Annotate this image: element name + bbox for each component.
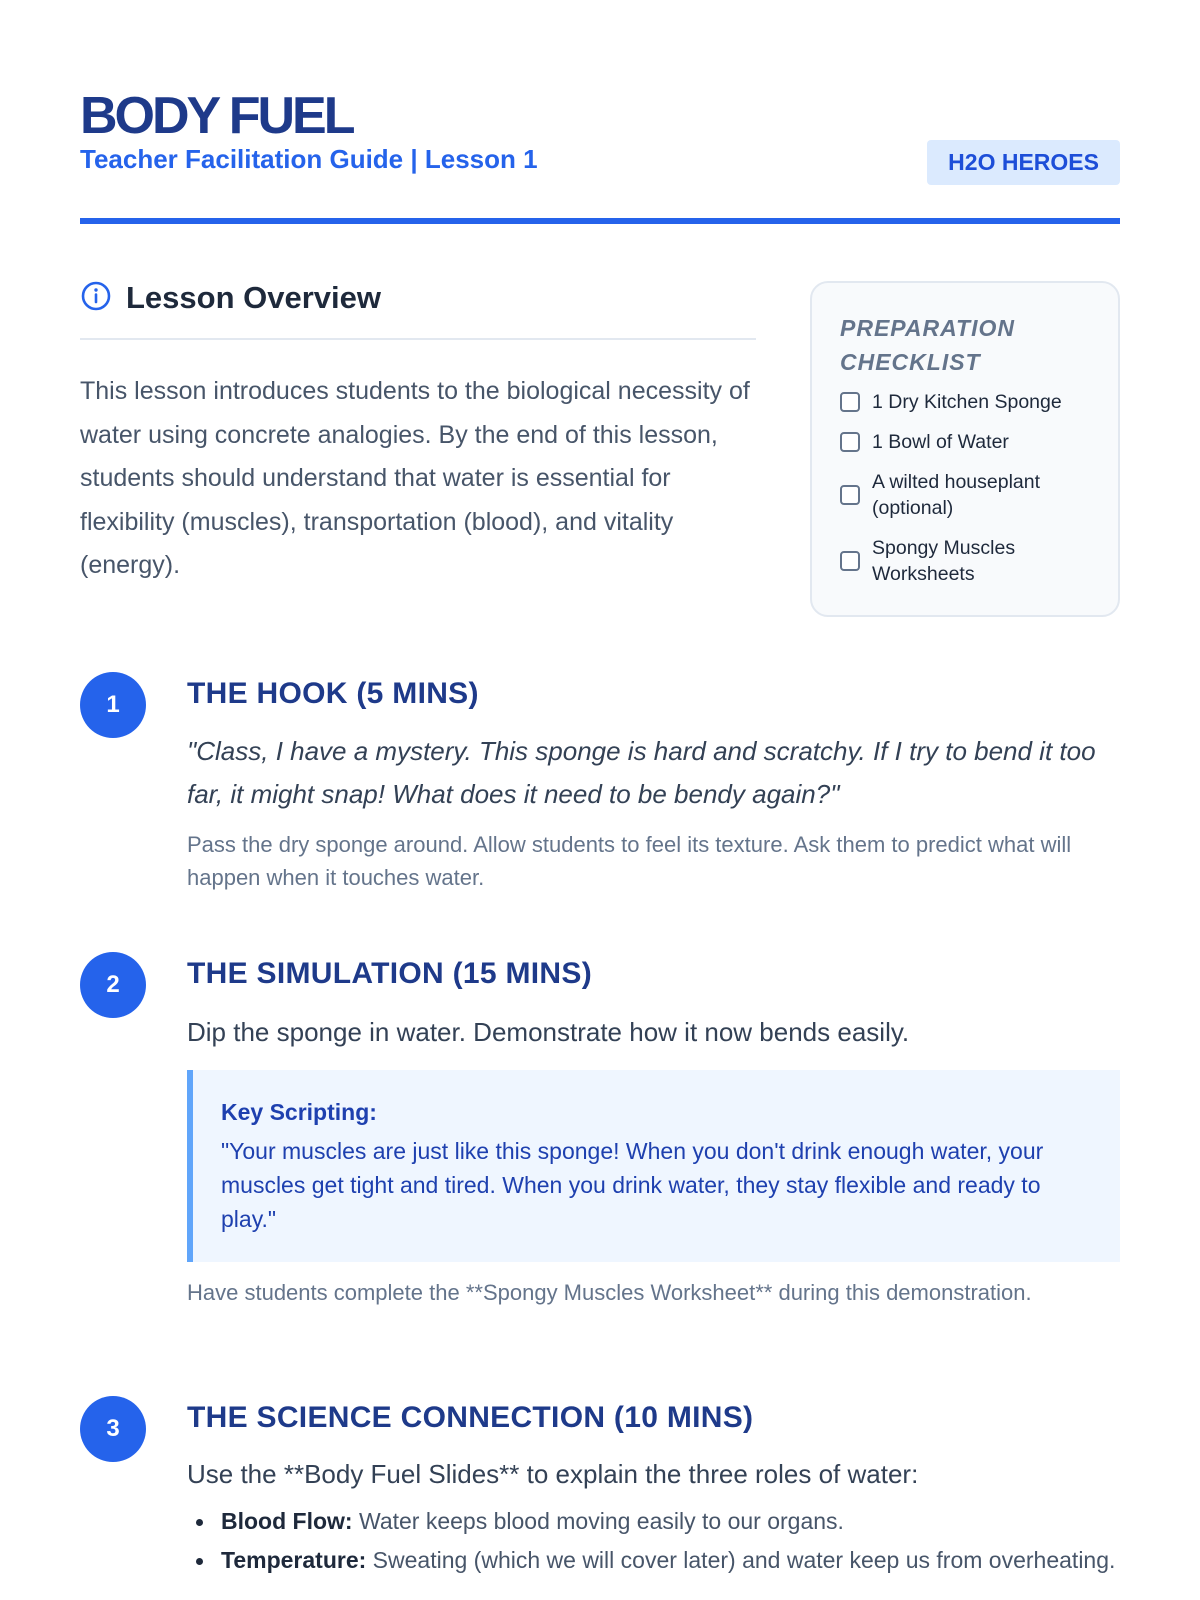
key-scripting-callout xyxy=(187,1070,1120,1262)
list-item-label: Temperature: xyxy=(221,1547,367,1573)
checklist-item-label: A wilted houseplant (optional) xyxy=(872,471,1041,519)
overview-title: Lesson Overview xyxy=(126,280,382,315)
checkbox[interactable] xyxy=(840,432,860,452)
step-content xyxy=(187,956,1120,1309)
step-note: Pass the dry sponge around. Allow students to feel its texture. Ask them to predict what will happen when it touches water. xyxy=(187,832,1072,890)
callout-text: "Your muscles are just like this sponge! When you don't drink enough water, your muscles get tight and tired. When you drink water, they stay flexible and ready to play." xyxy=(221,1138,1044,1232)
overview-heading xyxy=(80,280,756,340)
brand-title: BODY FUEL xyxy=(80,87,353,145)
step-title: THE SCIENCE CONNECTION (10 MINS) xyxy=(187,1401,754,1434)
list-item xyxy=(187,1508,1120,1535)
lesson-overview xyxy=(80,280,756,588)
list-item-text: Sweating (which we will cover later) and water keep us from overheating. xyxy=(372,1547,1116,1573)
list-item-text: Water keeps blood moving easily to our organs. xyxy=(358,1508,844,1534)
checkbox[interactable] xyxy=(840,392,860,412)
step-number-badge: 3 xyxy=(80,1396,146,1462)
step-content xyxy=(187,676,1120,894)
document-header xyxy=(80,80,1120,224)
list-item xyxy=(187,1547,1120,1574)
checklist-item[interactable] xyxy=(840,535,1092,587)
step-title: THE HOOK (5 MINS) xyxy=(187,677,479,710)
checkbox[interactable] xyxy=(840,551,860,571)
step-note: Have students complete the **Spongy Muscles Worksheet** during this demonstration. xyxy=(187,1280,1032,1305)
preparation-checklist xyxy=(810,281,1120,617)
checklist-item[interactable] xyxy=(840,469,1092,521)
step-lead: Use the **Body Fuel Slides** to explain the three roles of water: xyxy=(187,1459,919,1489)
program-tag: H2O HEROES xyxy=(927,140,1120,185)
callout-label: Key Scripting: xyxy=(221,1099,377,1125)
info-icon xyxy=(80,280,112,312)
overview-text: This lesson introduces students to the biological necessity of water using concrete analogies. By the end of this lesson, students should understand that water is essential for flexibility (muscles), transportation (blood), and vitality (energy). xyxy=(80,377,750,579)
checkbox[interactable] xyxy=(840,485,860,505)
step-title: THE SIMULATION (15 MINS) xyxy=(187,957,592,990)
step-number-badge: 1 xyxy=(80,672,146,738)
guide-subtitle: Teacher Facilitation Guide | Lesson 1 xyxy=(80,144,538,174)
water-roles-list xyxy=(187,1508,1120,1574)
checklist-item-label: 1 Bowl of Water xyxy=(872,431,1009,453)
step-number-badge: 2 xyxy=(80,952,146,1018)
list-item-label: Blood Flow: xyxy=(221,1508,353,1534)
checklist-item[interactable] xyxy=(840,429,1092,455)
checklist-title: PREPARATION CHECKLIST xyxy=(840,315,1015,375)
step-lead: Dip the sponge in water. Demonstrate how it now bends easily. xyxy=(187,1017,910,1047)
teacher-quote: "Class, I have a mystery. This sponge is hard and scratchy. If I try to bend it too far, it might snap! What does it need to be bendy again?" xyxy=(187,736,1096,809)
step-content xyxy=(187,1400,1120,1586)
checklist-item-label: Spongy Muscles Worksheets xyxy=(872,537,1016,585)
checklist-item-label: 1 Dry Kitchen Sponge xyxy=(872,391,1062,413)
checklist-item[interactable] xyxy=(840,389,1092,415)
